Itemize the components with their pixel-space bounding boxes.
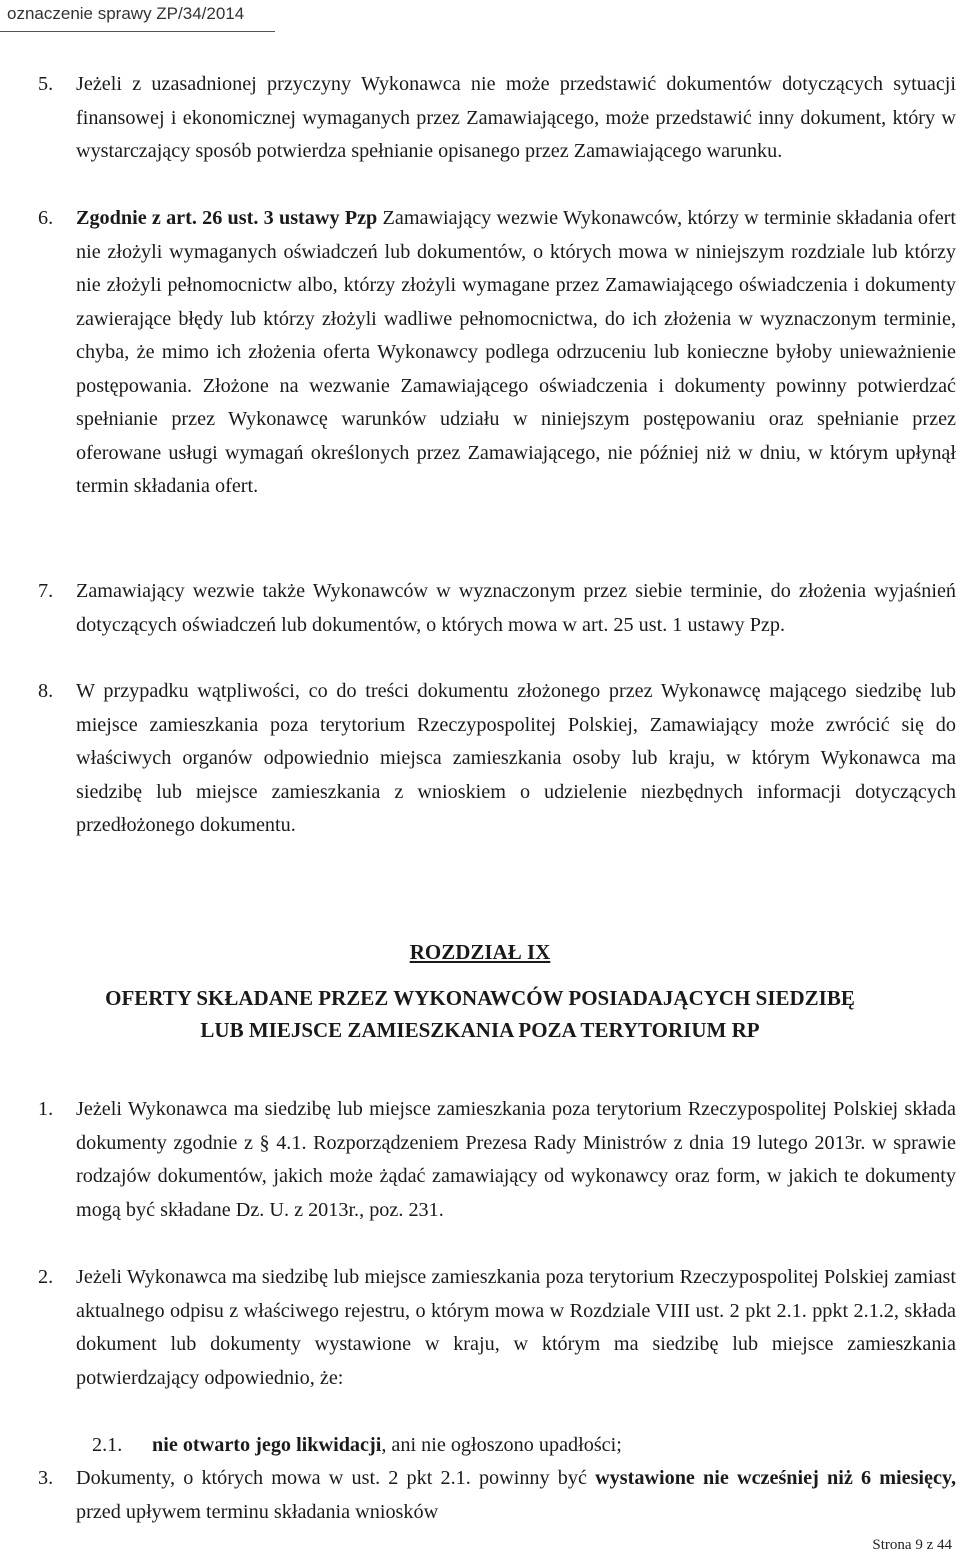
item-number: 6. [38,207,54,229]
chapter-title: ROZDZIAŁ IX [409,940,551,964]
page-number: Strona 9 z 44 [872,1537,952,1553]
subitem-2-1 [92,1429,956,1463]
item-text: Zamawiający wezwie także Wykonawców w wyznaczonym przez siebie terminie, do złożenia wyjaśnień dotyczących oświadczeń lub dokumentów, o których mowa w art. 25 ust. 1 ustawy Pzp. [76,580,956,636]
item-number: 3. [38,1467,54,1489]
item-text: Jeżeli z uzasadnionej przyczyny Wykonawca nie może przedstawić dokumentów dotyczących sytuacji finansowej i ekonomicznej wymaganych przez Zamawiającego, może przedstawić inny dokument, który w wystarczający sposób potwierdza spełnianie opisanego przez Zamawiającego warunku. [76,73,956,162]
item-text: Jeżeli Wykonawca ma siedzibę lub miejsce zamieszkania poza terytorium Rzeczypospolitej Polskiej składa dokumenty zgodnie z § 4.1. Rozporządzeniem Prezesa Rady Ministrów z dnia 19 lutego 2013r. w sprawie rodzajów dokumentów, jakich może żądać zamawiający od wykonawcy oraz form, w jakich te dokumenty mogą być składane Dz. U. z 2013r., poz. 231. [76,1098,956,1221]
chapter-subtitle: OFERTY SKŁADANE PRZEZ WYKONAWCÓW POSIADAJĄCYCH SIEDZIBĘ LUB MIEJSCE ZAMIESZKANIA POZA TERYTORIUM RP [105,986,855,1042]
paragraph-5 [38,68,956,169]
item-number: 1. [38,1098,54,1120]
subitem-text: , ani nie ogłoszono upadłości; [381,1434,622,1456]
item-number: 2. [38,1266,54,1288]
paragraph-ix-1 [38,1093,956,1227]
item-text: W przypadku wątpliwości, co do treści dokumentu złożonego przez Wykonawcę mającego siedzibę lub miejsce zamieszkania poza terytorium Rzeczypospolitej Polskiej, Zamawiający może zwrócić się do właściwych organów odpowiednio miejsca zamieszkania osoby lub kraju, w którym Wykonawca ma siedzibę lub miejsce zamieszkania z wnioskiem o udzielenie niezbędnych informacji dotyczących przedłożonego dokumentu. [76,680,956,836]
paragraph-7 [38,575,956,642]
item-number: 5. [38,73,54,95]
item-text: Jeżeli Wykonawca ma siedzibę lub miejsce zamieszkania poza terytorium Rzeczypospolitej Polskiej zamiast aktualnego odpisu z właściwego rejestru, o którym mowa w Rozdziale VIII ust. 2 pkt 2.1. ppkt 2.1.2, składa dokument lub dokumenty wystawione w kraju, w którym ma siedzibę lub miejsce zamieszkania potwierdzający odpowiednio, że: [76,1266,956,1389]
paragraph-8 [38,675,956,843]
paragraph-ix-2 [38,1261,956,1395]
item-text: Zgodnie z art. 26 ust. 3 ustawy Pzp Zamawiający wezwie Wykonawców, którzy w terminie składania ofert nie złożyli wymaganych oświadczeń lub dokumentów, o których mowa w niniejszym rozdziale lub którzy nie złożyli pełnomocnictw albo, którzy złożyli wymagane przez Zamawiającego oświadczenia i dokumenty zawierające błędy lub którzy złożyli wadliwe pełnomocnictwa, do ich złożenia w wyznaczonym terminie, chyba, że mimo ich złożenia oferta Wykonawcy podlega odrzuceniu lub konieczne byłoby unieważnienie postępowania. Złożone na wezwanie Zamawiającego oświadczenia i dokumenty powinny potwierdzać spełnianie przez Wykonawcę warunków udziału w niniejszym postępowaniu oraz spełnianie przez oferowane usługi wymagań określonych przez Zamawiającego, nie później niż w dniu, w którym upłynął termin składania ofert. [76,207,957,497]
document-header: oznaczenie sprawy ZP/34/2014 [0,0,275,32]
subitem-bold-text: nie otwarto jego likwidacji [152,1434,382,1456]
paragraph-6 [38,202,956,504]
item-number: 7. [38,580,54,602]
subitem-number: 2.1. [92,1434,123,1456]
item-text: Dokumenty, o których mowa w ust. 2 pkt 2.1. powinny być wystawione nie wcześniej niż 6 miesięcy, przed upływem terminu składania wniosków [76,1467,956,1523]
paragraph-ix-3 [38,1462,956,1529]
item-number: 8. [38,680,54,702]
